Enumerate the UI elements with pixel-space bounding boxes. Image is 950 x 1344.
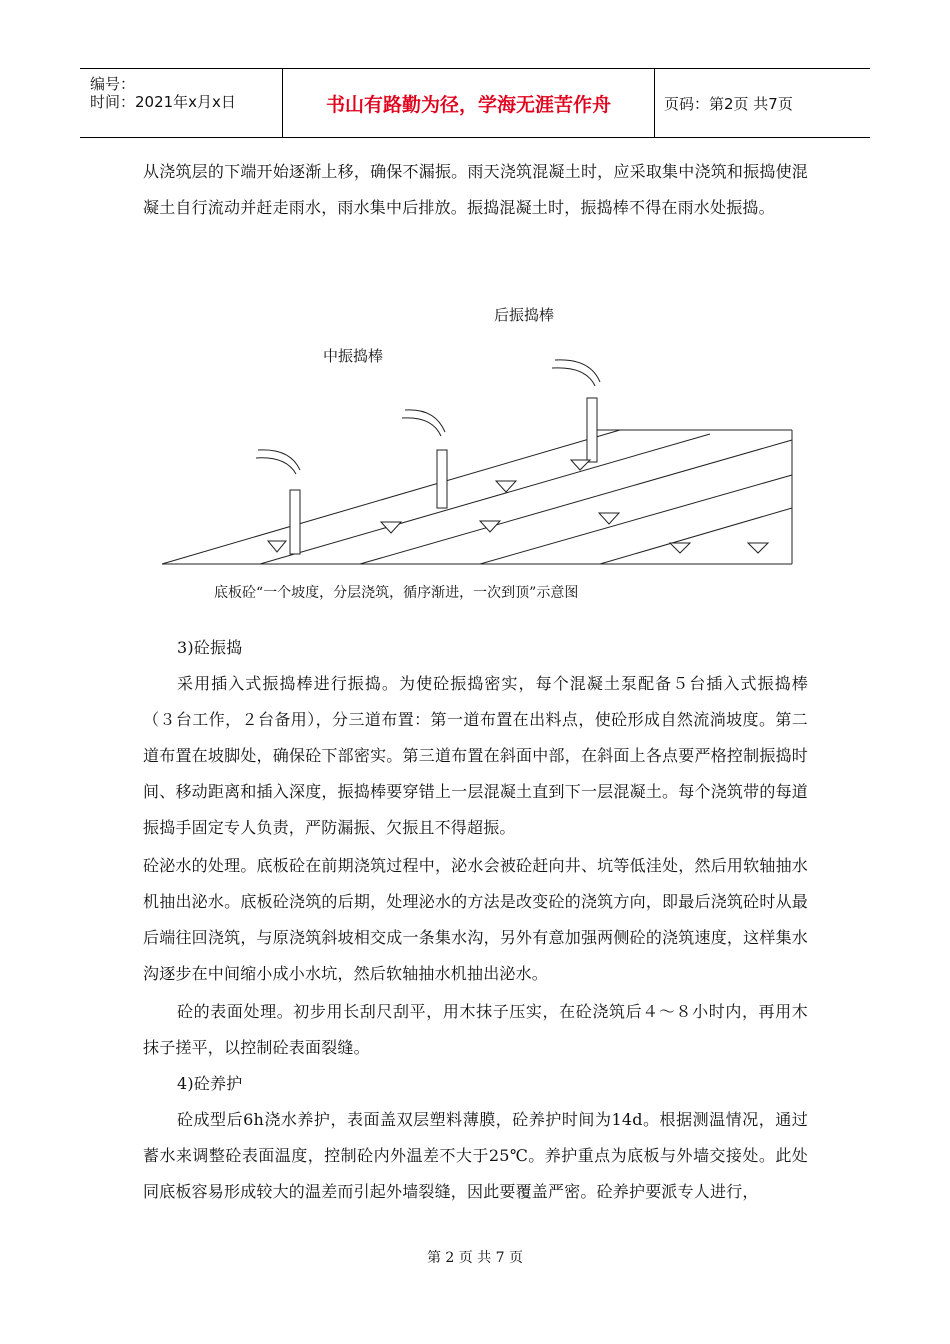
figure-label-middle-vibrator: 中振捣棒: [323, 347, 384, 365]
header-table: [80, 68, 870, 138]
front-vibrator-rod: [290, 490, 300, 554]
section-3-heading: 3)砼振捣: [177, 638, 243, 657]
number-label: 编号：: [90, 75, 136, 93]
rear-vibrator-rod: [587, 398, 597, 462]
motto: 书山有路勤为径，学海无涯苦作舟: [283, 69, 655, 137]
figure-label-rear-vibrator: 后振捣棒: [494, 306, 555, 324]
page-footer: 第 2 页 共 7 页: [426, 1250, 524, 1266]
header-meta-cell: [80, 69, 283, 137]
section-4-heading: 4)砼养护: [177, 1074, 243, 1093]
middle-vibrator-rod: [437, 450, 447, 508]
section-3-paragraph-3: 砼的表面处理。初步用长刮尺刮平，用木抹子压实，在砼浇筑后４～８小时内，再用木抹子搓平，以控制砼表面裂缝。: [143, 1002, 808, 1057]
page-info: 页码：第2页 共7页: [664, 94, 793, 113]
section-3-paragraph-1: 采用插入式振捣棒进行振捣。为使砼振捣密实，每个混凝土泵配备５台插入式振捣棒（３台工作，２台备用），分三道布置：第一道布置在出料点，使砼形成自然流淌坡度。第二道布置在坡脚处，确保砼下部密实。第三道布置在斜面中部，在斜面上各点要严格控制振捣时间、移动距离和插入深度，振捣棒要穿错上一层混凝土直到下一层混凝土。每个浇筑带的每道振捣手固定专人负责，严防漏振、欠振且不得超振。: [143, 674, 808, 837]
pouring-slope-diagram: [150, 340, 800, 572]
intro-paragraph: 从浇筑层的下端开始逐渐上移，确保不漏振。雨天浇筑混凝土时，应采取集中浇筑和振捣使混凝土自行流动并赶走雨水，雨水集中后排放。振捣混凝土时，振捣棒不得在雨水处振捣。: [143, 162, 808, 217]
time-label: 时间：2021年x月x日: [90, 93, 236, 111]
section-3-paragraph-2: 砼泌水的处理。底板砼在前期浇筑过程中，泌水会被砼赶向井、坑等低洼处，然后用软轴抽水机抽出泌水。底板砼浇筑的后期，处理泌水的方法是改变砼的浇筑方向，即最后浇筑砼时从最后端往回浇筑，与原浇筑斜坡相交成一条集水沟，另外有意加强两侧砼的浇筑速度，这样集水沟逐步在中间缩小成小水坑，然后软轴抽水机抽出泌水。: [143, 856, 808, 983]
section-4-paragraph-1: 砼成型后6h浇水养护，表面盖双层塑料薄膜，砼养护时间为14d。根据测温情况，通过蓄水来调整砼表面温度，控制砼内外温差不大于25℃。养护重点为底板与外墙交接处。此处同底板容易形成较大的温差而引起外墙裂缝，因此要覆盖严密。砼养护要派专人进行，: [143, 1110, 808, 1201]
figure-caption: 底板砼“一个坡度，分层浇筑，循序渐进，一次到顶”示意图: [214, 585, 579, 601]
